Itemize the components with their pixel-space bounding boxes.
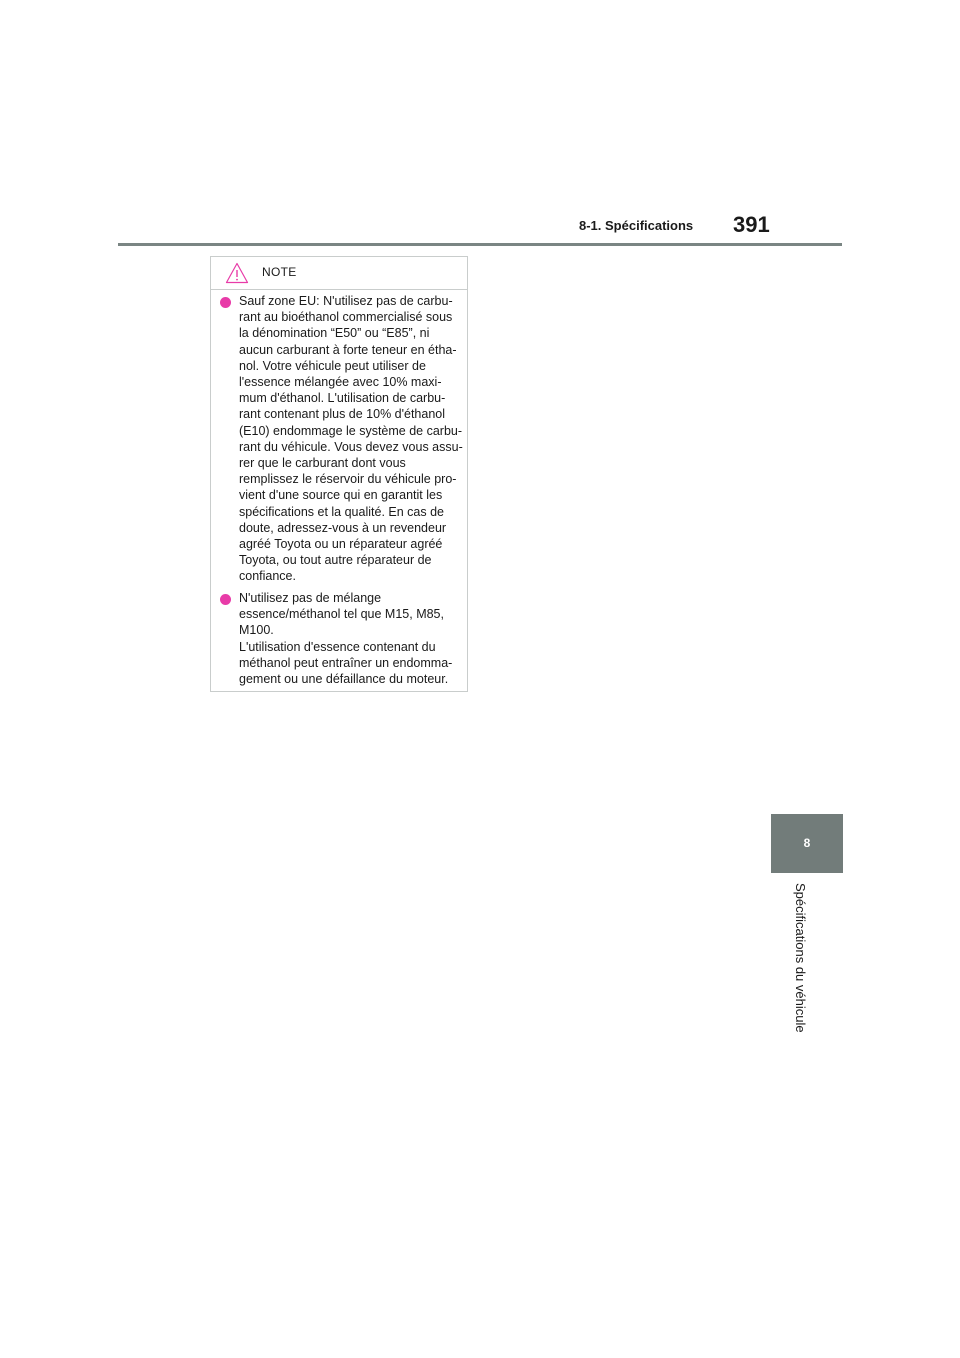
text-line: rant du véhicule. Vous devez vous assu- [239,439,463,454]
text-line: (E10) endommage le système de carbu- [239,423,463,438]
text-line: mum d'éthanol. L'utilisation de carbu- [239,391,446,406]
text-line: confiance. [239,569,296,584]
text-line: Sauf zone EU: N'utilisez pas de carbu- [239,294,453,308]
bullet-icon [220,594,231,605]
note-item-text [239,293,465,585]
chapter-tab [771,814,843,873]
note-label: NOTE [262,265,297,279]
text-line: agréé Toyota ou un réparateur agréé [239,537,443,552]
text-line: gement ou une défaillance du moteur. [239,672,449,687]
text-line: rant contenant plus de 10% d'éthanol [239,407,446,422]
note-item-methanol [220,590,465,687]
chapter-label: Spécifications du véhicule [793,883,808,1033]
text-line: spécifications et la qualité. En cas de [239,504,444,519]
section-title: 8-1. Spécifications [579,218,694,233]
bullet-icon [220,297,231,308]
text-line: méthanol peut entraîner un endomma- [239,655,453,670]
note-item-text [239,590,465,687]
chapter-number: 8 [803,836,811,850]
header-divider [118,243,842,246]
note-box [210,256,468,692]
note-header [211,257,467,290]
warning-triangle-icon [225,262,249,284]
text-line: M100. [239,623,274,638]
text-line: aucun carburant à forte teneur en étha- [239,342,457,357]
text-line: rant au bioéthanol commercialisé sous [239,310,453,325]
text-line: Toyota, ou tout autre réparateur de [239,553,432,568]
text-line: la dénomination “E50” ou “E85”, ni [239,326,430,341]
note-item-e85 [220,293,465,585]
text-line: essence/méthanol tel que M15, M85, [239,607,444,622]
text-line: doute, adressez-vous à un revendeur [239,520,447,535]
text-line: L'utilisation d'essence contenant du [239,639,436,654]
text-line: N'utilisez pas de mélange [239,591,382,605]
text-line: rer que le carburant dont vous [239,456,406,471]
page-number: 391 [733,212,770,237]
text-line: vient d'une source qui en garantit les [239,488,443,503]
text-line: remplissez le réservoir du véhicule pro- [239,472,457,487]
text-line: nol. Votre véhicule peut utiliser de [239,358,426,373]
text-line: l'essence mélangée avec 10% maxi- [239,375,442,390]
